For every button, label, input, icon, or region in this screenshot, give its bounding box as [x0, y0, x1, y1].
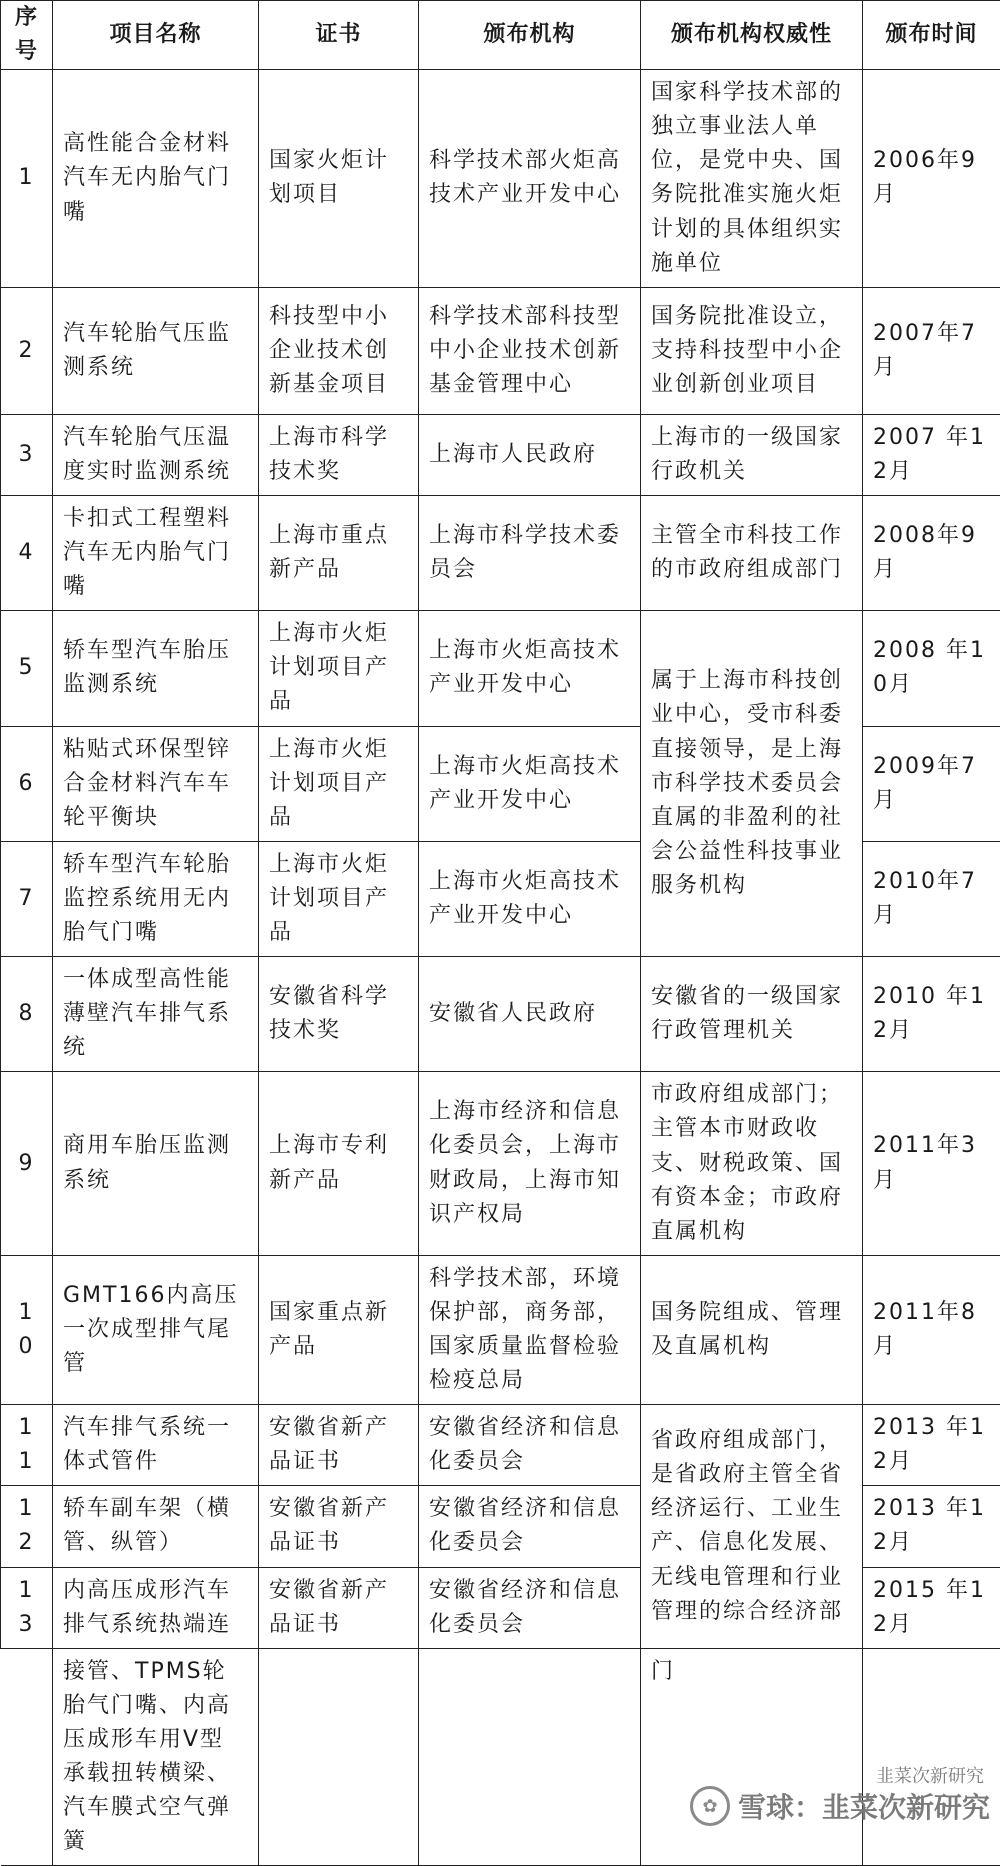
cell-cert: 上海市科学技术奖	[259, 414, 419, 495]
cell-no: 9	[1, 1072, 53, 1255]
cell-name: 卡扣式工程塑料汽车无内胎气门嘴	[53, 495, 259, 610]
cell-authority: 国务院批准设立，支持科技型中小企业创新创业项目	[641, 287, 863, 414]
cell-no: 13	[1, 1567, 53, 1648]
cell-cert: 上海市火炬计划项目产品	[259, 726, 419, 841]
cell-name: 一体成型高性能薄壁汽车排气系统	[53, 957, 259, 1072]
cell-name: 汽车排气系统一体式管件	[53, 1405, 259, 1486]
cell-org: 上海市人民政府	[419, 414, 641, 495]
watermark-text: 雪球：韭菜次新研究	[738, 1786, 990, 1826]
cell-name: 内高压成形汽车排气系统热端连	[53, 1567, 259, 1648]
header-name: 项目名称	[53, 1, 259, 70]
cell-org: 科学技术部，环境保护部，商务部，国家质量监督检验检疫总局	[419, 1255, 641, 1404]
cell-cert: 上海市火炬计划项目产品	[259, 611, 419, 726]
cell-cert: 上海市专利新产品	[259, 1072, 419, 1255]
cell-authority: 国家科学技术部的独立事业法人单位，是党中央、国务院批准实施火炬计划的具体组织实施单位	[641, 70, 863, 288]
cell-no-empty	[1, 1648, 53, 1866]
header-authority: 颁布机构权威性	[641, 1, 863, 70]
cell-time: 2007 年12月	[863, 414, 1000, 495]
cell-org: 上海市经济和信息化委员会，上海市财政局，上海市知识产权局	[419, 1072, 641, 1255]
table-row	[1, 611, 1000, 726]
cell-no: 4	[1, 495, 53, 610]
cell-no: 2	[1, 287, 53, 414]
cell-name-continued: 接管、TPMS轮胎气门嘴、内高压成形车用V型承载扭转横梁、汽车膜式空气弹簧	[53, 1648, 259, 1866]
cell-org: 安徽省经济和信息化委员会	[419, 1405, 641, 1486]
cell-authority-merged: 省政府组成部门，是省政府主管全省经济运行、工业生产、信息化发展、无线电管理和行业管理的综合经济部	[641, 1405, 863, 1649]
cell-org-empty	[419, 1648, 641, 1866]
cell-cert: 安徽省科学技术奖	[259, 957, 419, 1072]
cell-org: 科学技术部科技型中小企业技术创新基金管理中心	[419, 287, 641, 414]
table-row	[1, 414, 1000, 495]
cell-org: 安徽省经济和信息化委员会	[419, 1486, 641, 1567]
cell-time: 2008 年10月	[863, 611, 1000, 726]
cell-authority: 市政府组成部门；主管本市财政收支、财税政策、国有资本金；市政府直属机构	[641, 1072, 863, 1255]
cell-authority-continued: 门	[641, 1648, 863, 1866]
cell-org: 科学技术部火炬高技术产业开发中心	[419, 70, 641, 288]
header-no: 序号	[1, 1, 53, 70]
cell-time-empty	[863, 1648, 1000, 1866]
cell-cert: 国家火炬计划项目	[259, 70, 419, 288]
cell-time: 2011年8月	[863, 1255, 1000, 1404]
table-row	[1, 1072, 1000, 1255]
header-row	[1, 1, 1000, 70]
cell-name: 粘贴式环保型锌合金材料汽车车轮平衡块	[53, 726, 259, 841]
cell-no: 11	[1, 1405, 53, 1486]
cell-no: 3	[1, 414, 53, 495]
cell-name: 汽车轮胎气压监测系统	[53, 287, 259, 414]
cell-no: 6	[1, 726, 53, 841]
cell-time: 2006年9月	[863, 70, 1000, 288]
cell-name: 轿车型汽车胎压监测系统	[53, 611, 259, 726]
table-row	[1, 495, 1000, 610]
watermark	[690, 1786, 990, 1826]
table-row	[1, 70, 1000, 288]
cell-name: 汽车轮胎气压温度实时监测系统	[53, 414, 259, 495]
cell-cert: 安徽省新产品证书	[259, 1486, 419, 1567]
cell-authority-merged: 属于上海市科技创业中心，受市科委直接领导，是上海市科学技术委员会直属的非盈利的社会公益性科技事业服务机构	[641, 611, 863, 957]
cell-time: 2007年7月	[863, 287, 1000, 414]
cell-time: 2013 年12月	[863, 1486, 1000, 1567]
table-row-continuation	[1, 1648, 1000, 1866]
cell-name: GMT166内高压一次成型排气尾管	[53, 1255, 259, 1404]
cell-no: 12	[1, 1486, 53, 1567]
cell-cert: 安徽省新产品证书	[259, 1405, 419, 1486]
cell-time: 2009年7月	[863, 726, 1000, 841]
cell-name: 商用车胎压监测系统	[53, 1072, 259, 1255]
cell-org: 上海市科学技术委员会	[419, 495, 641, 610]
cell-cert: 上海市火炬计划项目产品	[259, 841, 419, 956]
cell-authority: 主管全市科技工作的市政府组成部门	[641, 495, 863, 610]
cell-org: 上海市火炬高技术产业开发中心	[419, 841, 641, 956]
cell-org: 上海市火炬高技术产业开发中心	[419, 611, 641, 726]
cell-org: 上海市火炬高技术产业开发中心	[419, 726, 641, 841]
cell-authority: 上海市的一级国家行政机关	[641, 414, 863, 495]
cell-no: 7	[1, 841, 53, 956]
cell-time: 2010年7月	[863, 841, 1000, 956]
cell-authority: 国务院组成、管理及直属机构	[641, 1255, 863, 1404]
cell-authority: 安徽省的一级国家行政管理机关	[641, 957, 863, 1072]
cell-time: 2015 年12月	[863, 1567, 1000, 1648]
table-row	[1, 1405, 1000, 1486]
cell-cert: 国家重点新产品	[259, 1255, 419, 1404]
cell-cert-empty	[259, 1648, 419, 1866]
table-row	[1, 1255, 1000, 1404]
cell-no: 10	[1, 1255, 53, 1404]
table-row	[1, 957, 1000, 1072]
cell-name: 高性能合金材料汽车无内胎气门嘴	[53, 70, 259, 288]
cell-org: 安徽省经济和信息化委员会	[419, 1567, 641, 1648]
cell-name: 轿车副车架（横管、纵管）	[53, 1486, 259, 1567]
cell-no: 8	[1, 957, 53, 1072]
table-row	[1, 287, 1000, 414]
cell-time: 2013 年12月	[863, 1405, 1000, 1486]
cell-time: 2010 年12月	[863, 957, 1000, 1072]
cell-time: 2011年3月	[863, 1072, 1000, 1255]
cell-org: 安徽省人民政府	[419, 957, 641, 1072]
header-org: 颁布机构	[419, 1, 641, 70]
header-time: 颁布时间	[863, 1, 1000, 70]
xueqiu-logo-icon: ✿	[690, 1786, 730, 1826]
cell-name: 轿车型汽车轮胎监控系统用无内胎气门嘴	[53, 841, 259, 956]
cell-no: 1	[1, 70, 53, 288]
cell-cert: 科技型中小企业技术创新基金项目	[259, 287, 419, 414]
cell-no: 5	[1, 611, 53, 726]
watermark-small-text: 韭菜次新研究	[876, 1762, 984, 1788]
header-cert: 证书	[259, 1, 419, 70]
cell-cert: 安徽省新产品证书	[259, 1567, 419, 1648]
cell-cert: 上海市重点新产品	[259, 495, 419, 610]
cell-time: 2008年9月	[863, 495, 1000, 610]
